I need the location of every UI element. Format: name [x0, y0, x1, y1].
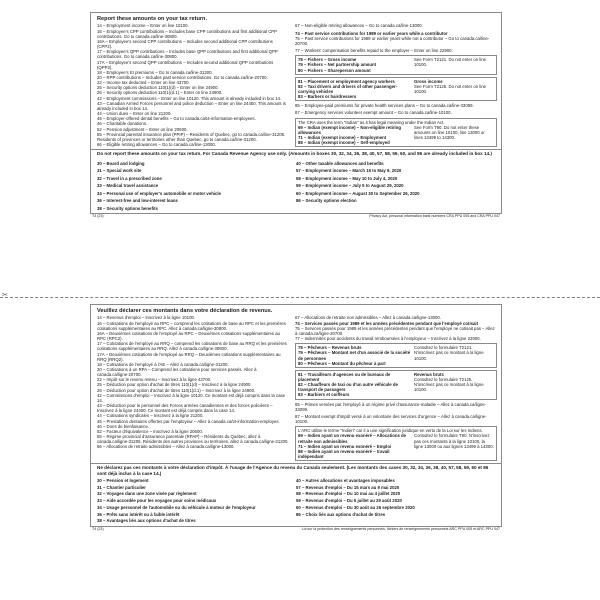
box-line: 22 – Impôt sur le revenu retenu – Inscrivez à la ligne 43700.	[97, 377, 212, 383]
box-line: 40 – Other taxable allowances and benefits	[296, 160, 384, 166]
cra-only-header: Ne déclarez pas ces montants à votre déclaration d'impôt. À l'usage de l'Agence du revenu du Canada seulement. (Les montants des cases 30, 32, 34, 36, 38, 40, 57, 58, 59, 60 et 86 sont déjà inclus à la case 14.)	[97, 465, 489, 476]
box-line: 34 – Usage personnel de l'automobile ou du véhicule à moteur de l'employeur	[97, 504, 256, 510]
box-line: 33 – Aide accordée pour les voyages pour soins médicaux	[97, 498, 217, 504]
box-line: 77 – Workers' compensation benefits repaid to the employer – Enter on line 22900.	[295, 48, 453, 54]
indian-note: See Form T90. Do not enter these amounts on line 10100, line 13000 or lines 13499 to 14300.	[414, 124, 485, 141]
french-footer	[90, 527, 502, 532]
box-line: 38 – Security options benefits	[97, 205, 158, 211]
box-line: 85 – Primes versées par l'employé à un régime privé d'assurance-maladie – Allez à canada.ca/ligne-33099.	[295, 401, 487, 412]
scissors-icon: ✂	[2, 292, 8, 299]
box-line: 43 – Déduction pour le personnel des Forces armées canadiennes et des forces policières – Inscrivez à la ligne 24400. Ce montant est déjà compris dans la case 14.	[97, 403, 273, 414]
box-line: 75 – Past service contributions for 1989 or earlier years while not a contributor – Go to canada.ca/line-20700.	[295, 35, 490, 46]
box-line: 60 – Employment income – August 30 to September 26, 2020	[296, 190, 420, 196]
french-left-column	[91, 315, 293, 461]
box-line: 38 – Avantages liés aux options d'achat de titres	[97, 518, 196, 524]
box-line: 32 – Travel in a prescribed zone	[97, 175, 162, 181]
box-line: 36 – Prêts sans intérêt ou à faible intérêt	[97, 511, 180, 517]
box-line: 26 – Déduction pour option d'achat de titres 110(1)d.1) – Inscrivez à la ligne 24900.	[97, 387, 256, 393]
box-line: 79 – Pêcheurs – Montant net d'un associé de la société de personnes	[298, 350, 411, 361]
box-line: 87 – Emergency services volunteer exempt amount – Go to canada.ca/line-10100.	[295, 110, 452, 116]
box-line: 36 – Interest-free and low-interest loans	[97, 198, 178, 204]
box-line: 67 – Allocations de retraite non admissibles – Allez à canada.ca/ligne-13000.	[295, 315, 441, 321]
box-line: 14 – Employment income – Enter on line 10100.	[97, 23, 189, 29]
box-line: 22 – Income tax deducted – Enter on line 43700.	[97, 80, 190, 86]
english-columns	[91, 23, 501, 147]
box-line: 17A – Employee's second QPP contributions – Includes second additional QPP contributions (QPP2).	[97, 59, 274, 70]
privacy-notice: Loi sur la protection des renseignements personnels, fichiers de renseignements personnels ARC PPU 005 et ARC PPU 047	[301, 526, 500, 531]
box-line: 18 – Employee's EI premiums – Go to canada.ca/line-31200.	[97, 69, 213, 75]
box-line: 44 – Union dues – Enter on line 21200.	[97, 111, 172, 117]
box-line: 25 – Déduction pour option d'achat de titres 110(1)d) – Inscrivez à la ligne 24900.	[97, 382, 252, 388]
box-line: 88 – Indien ayant un revenu exonéré – travail indépendant	[298, 448, 390, 459]
box-line: 52 – Facteur d'équivalence – Inscrivez à la ligne 20600.	[97, 428, 203, 434]
box-line: 16 – Employee's CPP contributions – Includes base CPP contributions and first additional CPP contributions. Go to canada.ca/line-30800.	[97, 28, 277, 39]
french-cra-only	[91, 464, 501, 525]
box-line: 81 – Travailleurs d'agences ou de bureaux de placement	[298, 371, 391, 382]
privacy-notice: Privacy Act, personal information bank numbers CRA PPU 005 and CRA PPU 047	[369, 213, 500, 218]
form-number: T4 (23)	[92, 526, 104, 531]
box-line: 55 – Provincial parental insurance plan (PPIP) – Residents of Quebec, go to canada.ca/line-31205. Residents of provinces or territories other than Quebec, go to canada.ca/line-31200.	[97, 131, 286, 142]
box-line: 71 – Indian (exempt income) – Employment	[298, 135, 387, 141]
box-line: 88 – Indian (exempt income) – Self-employed	[298, 140, 390, 146]
english-footer	[90, 214, 502, 219]
tear-line	[0, 297, 600, 298]
box-line: 79 – Fishers – Net partnership amount	[298, 62, 377, 68]
box-line: 86 – Security options election	[296, 198, 357, 204]
box-line: 74 – Services passés pour 1989 et les années précédentes pendant que l'employé cotisait	[295, 320, 479, 326]
box-line: 59 – Revenus d'emploi – Du 5 juillet au 29 août 2020	[296, 498, 402, 504]
box-line: 83 – Barbiers et coiffeurs	[298, 392, 350, 398]
box-line: 20 – Cotisations à un RPA – Comprend les cotisations pour services passés. Allez à canada.ca/ligne-20700.	[97, 366, 257, 378]
box-line: 58 – Employment income – May 10 to July 4, 2020	[296, 175, 398, 181]
box-line: 16A – Employee's second CPP contributions – Includes second additional CPP contributions (CPP2).	[97, 38, 273, 50]
cra-only-header: Do not report these amounts on your tax return. For Canada Revenue Agency use only. (Amounts in boxes 30, 32, 34, 36, 38, 40, 57, 58, 59, 60, and 86 are already included in box 14.)	[97, 151, 492, 157]
box-line: 26 – Security options deduction 110(1)(d.1) – Enter on line 24900.	[97, 90, 223, 96]
box-line: 75 – Services passés pour 1989 et les années précédentes pendant que l'employé ne cotisait pas – Allez à canada.ca/ligne-20700.	[295, 325, 495, 336]
box-line: 33 – Medical travel assistance	[97, 183, 159, 189]
box-line: 17 – Employee's QPP contributions – Includes base QPP contributions and first additional QPP contributions. Go to canada.ca/line-30800.	[97, 49, 278, 60]
box-line: 31 – Special work site	[97, 168, 142, 174]
fishers-box	[295, 343, 497, 368]
box-line: 80 – Pêcheurs – Montant du pêcheur à part	[298, 360, 386, 366]
transport-note: Consultez le formulaire T2125. N'inscrivez pas ce montant à la ligne 10100.	[414, 376, 484, 393]
box-line: 30 – Board and lodging	[97, 160, 145, 166]
english-left-column	[91, 23, 293, 147]
box-line: 59 – Employment income – July 5 to August 29, 2020	[296, 183, 404, 189]
box-line: 85 – Employee-paid premiums for private health services plans – Go to canada.ca/line-33099.	[295, 103, 474, 109]
form-number: T4 (23)	[92, 213, 104, 218]
box-line: 71 – Indien ayant un revenu exonéré – Emploi	[298, 443, 392, 449]
box-line: 45 – Prestations dentaires offertes par l'employeur – Allez à canada.ca/t4-information-employes.	[97, 418, 280, 424]
fishers-note: Consultez le formulaire T2121. N'inscrivez pas ce montant à la ligne 10100.	[414, 345, 484, 361]
box-line: 58 – Revenus d'emploi – Du 10 mai au 4 juillet 2020	[296, 491, 401, 497]
box-line: 57 – Revenus d'emploi – Du 15 mars au 9 mai 2020	[296, 484, 400, 490]
indian-note: Consultez le formulaire T90. N'inscrivez pas ces montants à la ligne 10100, la ligne 13000 ou aux lignes 13499 à 14300.	[414, 433, 494, 449]
box-line: 77 – Indemnités pour accidents du travail remboursées à l'employeur – Inscrivez à la ligne 22900.	[295, 336, 481, 342]
box-line: 60 – Revenus d'emploi – Du 30 août au 26 septembre 2020	[296, 504, 415, 510]
transport-note-title: Gross income	[414, 78, 443, 84]
english-section	[90, 12, 502, 218]
box-line: 78 – Pêcheurs – Revenus bruts	[298, 345, 362, 351]
box-line: 80 – Fishers – Shareperson amount	[298, 67, 371, 73]
box-line: 42 – Employment commissions – Enter on line 10120. This amount is already included in box 14.	[97, 95, 282, 101]
fishers-box	[295, 55, 497, 74]
box-line: 82 – Chauffeurs de taxi ou d'un autre véhicule de transport de passagers	[298, 382, 398, 393]
transport-box	[295, 77, 497, 102]
english-frame	[90, 12, 502, 214]
box-line: 16 – Cotisations de l'employé au RPC – comprend les cotisations de base au RPC et les premières cotisations supplémentaires au RPC. Allez à canada.ca/ligne-30800.	[97, 320, 286, 331]
box-line: 46 – Dons de bienfaisance.	[97, 423, 150, 429]
indian-box	[295, 118, 497, 148]
box-line: 66 – Eligible retiring allowances – Go to canada.ca/line-13000.	[97, 142, 216, 147]
box-line: 66 – Allocations de retraite admissibles – Allez à canada.ca/ligne-13000.	[97, 444, 235, 450]
box-line: 87 – Montant exempt d'impôt versé à un volontaire des services d'urgence – Allez à canada.ca/ligne-10100.	[295, 413, 487, 425]
box-line: 52 – Pension adjustment – Enter on line 20600.	[97, 126, 188, 132]
french-header: Veuillez déclarer ces montants dans votre déclaration de revenus.	[97, 308, 273, 314]
french-frame	[90, 304, 502, 527]
box-line: 81 – Placement or employment agency workers	[298, 78, 395, 84]
box-line: 40 – Autres allocations et avantages imposables	[296, 477, 395, 483]
box-line: 18 – Cotisations de l'employé à l'AE – Allez à canada.ca/ligne-31200.	[97, 361, 229, 367]
french-right-column	[293, 315, 501, 461]
box-line: 16A – Deuxièmes cotisations de l'employé au RPC – Deuxièmes cotisations supplémentaires au RPC (RPC2).	[97, 330, 281, 342]
box-line: 57 – Employment income – March 15 to May 9, 2020	[296, 168, 402, 174]
box-line: 74 – Past service contributions for 1989 or earlier years while a contributor	[295, 30, 448, 36]
indian-intro: L'ARC utilise le terme "Indien" car il a une signification juridique en vertu de la Loi sur les Indiens.	[298, 428, 483, 434]
box-line: 67 – Non-eligible retiring allowances – Go to canada.ca/line-13000.	[295, 23, 423, 29]
english-right-column	[293, 23, 501, 147]
transport-box	[295, 370, 497, 400]
box-line: 20 – RPP contributions – Includes past service contributions. Go to canada.ca/line-20700.	[97, 74, 268, 80]
box-line: 17A – Deuxièmes cotisations de l'employé au RRQ – Deuxièmes cotisations supplémentaires au RRQ (RRQ2).	[97, 351, 281, 362]
box-line: 34 – Personal use of employer's automobile or motor vehicle	[97, 190, 221, 196]
english-cra-only	[91, 150, 501, 212]
box-line: 46 – Charitable donations.	[97, 121, 148, 127]
transport-note-title: Revenus bruts	[414, 371, 444, 377]
box-line: 42 – Commissions d'emploi – Inscrivez à la ligne 10120. Ce montant est déjà compris dans la case 14.	[97, 392, 286, 403]
box-line: 45 – Employer-offered dental benefits – Go to canada.ca/t4-information-employees.	[97, 116, 256, 122]
box-line: 14 – Revenus d'emploi – Inscrivez à la ligne 10100.	[97, 315, 196, 321]
box-line: 25 – Security options deduction 110(1)(d) – Enter on line 24900.	[97, 85, 219, 91]
indian-intro: The CRA uses the term "Indian" as it has legal meaning under the Indian Act.	[298, 119, 445, 125]
box-line: 31 – Chantier particulier	[97, 484, 146, 490]
box-line: 78 – Fishers – Gross income	[298, 57, 357, 63]
box-line: 32 – Voyages dans une zone visée par règlement	[97, 491, 197, 497]
box-line: 83 – Barbers or hairdressers	[298, 94, 357, 100]
french-section	[90, 304, 502, 531]
english-header: Report these amounts on your tax return.	[97, 16, 208, 22]
box-line: 86 – Choix liés aux options d'achat de titres	[296, 511, 386, 517]
transport-note: See Form T2125. Do not enter on line 10100.	[414, 83, 487, 94]
box-line: 69 – Indian (exempt income) – Non-eligible retiring allowances	[298, 124, 401, 135]
box-line: 55 – Régime provincial d'assurance parentale (RPAP) – Résidents du Québec, allez à canada.ca/ligne-31205. Résidents des autres provinces ou territoires, allez à canada.ca/ligne-31200.	[97, 434, 289, 445]
box-line: 44 – Cotisations syndicales – Inscrivez à la ligne 21200.	[97, 413, 204, 419]
fishers-note: See Form T2121. Do not enter on line 10100.	[414, 57, 487, 68]
indian-box	[295, 426, 497, 461]
box-line: 82 – Taxi drivers and drivers of other passenger-carrying vehicles	[298, 83, 398, 94]
box-line: 30 – Pension et logement	[97, 477, 149, 483]
box-line: 17 – Cotisations de l'employé au RRQ – comprend les cotisations de base au RRQ et les premières cotisations supplémentaires au RRQ. Allez à canada.ca/ligne-30800.	[97, 341, 287, 352]
box-line: 69 – Indien ayant un revenu exonéré – Allocations de retraite non admissibles	[298, 433, 407, 444]
box-line: 43 – Canadian Armed Forces personnel and police deduction – Enter on line 24400. This amount is already included in box 14.	[97, 100, 286, 111]
french-columns	[91, 315, 501, 461]
